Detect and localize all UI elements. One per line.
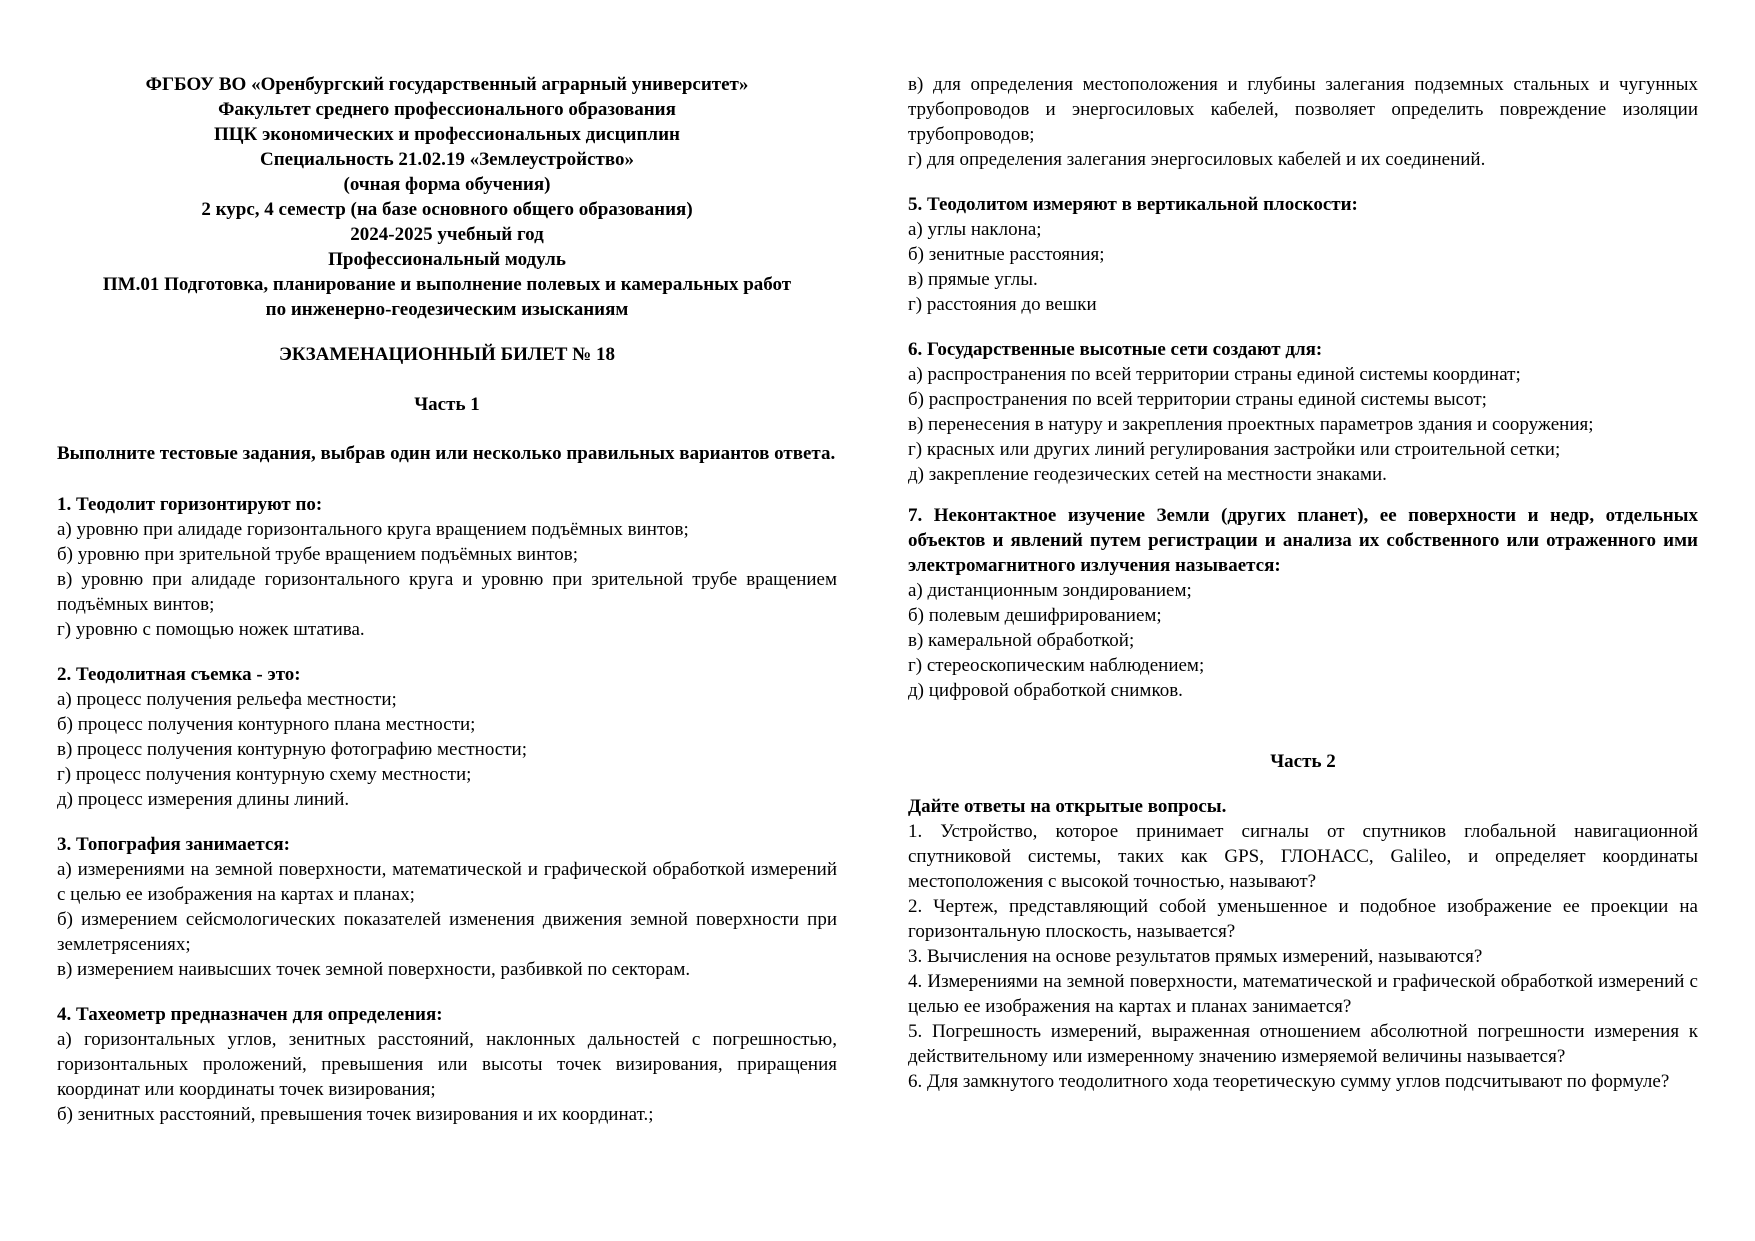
open-question: 3. Вычисления на основе результатов прямых измерений, называются? bbox=[908, 946, 1483, 967]
question-option: б) процесс получения контурного плана местности; bbox=[57, 714, 476, 735]
question-option: б) распространения по всей территории страны единой системы высот; bbox=[908, 389, 1487, 410]
open-question: 6. Для замкнутого теодолитного хода теоретическую сумму углов подсчитывают по формуле? bbox=[908, 1071, 1670, 1092]
question-option: в) прямые углы. bbox=[908, 269, 1038, 290]
question-option: б) измерением сейсмологических показателей изменения движения земной поверхности при землетрясениях; bbox=[57, 909, 837, 955]
header-line-committee: ПЦК экономических и профессиональных дисциплин bbox=[213, 124, 680, 145]
right-column bbox=[908, 72, 1698, 1127]
part2-title: Часть 2 bbox=[1270, 751, 1336, 772]
header-line-course: 2 курс, 4 семестр (на базе основного общего образования) bbox=[201, 199, 693, 220]
question-option: в) процесс получения контурную фотографию местности; bbox=[57, 739, 527, 760]
question-5-heading: 5. Теодолитом измеряют в вертикальной плоскости: bbox=[908, 194, 1358, 215]
question-option: г) расстояния до вешки bbox=[908, 294, 1097, 315]
question-option: д) процесс измерения длины линий. bbox=[57, 789, 350, 810]
question-option: б) полевым дешифрированием; bbox=[908, 605, 1162, 626]
question-1-heading: 1. Теодолит горизонтируют по: bbox=[57, 494, 323, 515]
open-question: 4. Измерениями на земной поверхности, математической и графической обработкой измерений с целью ее изображения на картах и планах занимается? bbox=[908, 971, 1698, 1017]
question-option: б) зенитных расстояний, превышения точек визирования и их координат.; bbox=[57, 1104, 654, 1125]
question-option: а) процесс получения рельефа местности; bbox=[57, 689, 397, 710]
open-question: 1. Устройство, которое принимает сигналы от спутников глобальной навигационной спутниковой системы, таких как GPS, ГЛОНАСС, Galileo, и определяет координаты местоположения с высокой точностью, называют? bbox=[908, 821, 1698, 892]
open-question: 5. Погрешность измерений, выраженная отношением абсолютной погрешности измерения к действительному или измеренному значению измеряемой величины называется? bbox=[908, 1021, 1698, 1067]
question-option: г) стереоскопическим наблюдением; bbox=[908, 655, 1205, 676]
question-option: а) горизонтальных углов, зенитных расстояний, наклонных дальностей с погрешностью, горизонтальных проложений, превышения или высоты точек визирования, приращения координат или координаты точек визирования; bbox=[57, 1029, 837, 1100]
question-6-heading: 6. Государственные высотные сети создают для: bbox=[908, 339, 1323, 360]
header-line-faculty: Факультет среднего профессионального образования bbox=[218, 99, 676, 120]
header-line-university: ФГБОУ ВО «Оренбургский государственный аграрный университет» bbox=[145, 74, 749, 95]
header-line-study-form: (очная форма обучения) bbox=[343, 174, 551, 195]
header-line-module: Профессиональный модуль bbox=[328, 249, 566, 270]
question-3-heading: 3. Топография занимается: bbox=[57, 834, 290, 855]
part1-instructions: Выполните тестовые задания, выбрав один или несколько правильных вариантов ответа. bbox=[57, 443, 836, 464]
question-option: а) распространения по всей территории страны единой системы координат; bbox=[908, 364, 1521, 385]
question-6 bbox=[908, 337, 1698, 487]
question-4-heading: 4. Тахеометр предназначен для определения: bbox=[57, 1004, 443, 1025]
question-2 bbox=[57, 662, 837, 812]
question-option: а) уровню при алидаде горизонтального круга вращением подъёмных винтов; bbox=[57, 519, 689, 540]
exam-ticket-title: ЭКЗАМЕНАЦИОННЫЙ БИЛЕТ № 18 bbox=[278, 344, 616, 365]
question-4-continuation bbox=[908, 72, 1698, 172]
question-option: а) измерениями на земной поверхности, математической и графической обработкой измерений с целью ее изображения на картах и планах; bbox=[57, 859, 837, 905]
question-7 bbox=[908, 503, 1698, 703]
left-column bbox=[57, 72, 837, 1127]
question-option: а) дистанционным зондированием; bbox=[908, 580, 1192, 601]
question-option: г) процесс получения контурную схему местности; bbox=[57, 764, 472, 785]
question-option: б) зенитные расстояния; bbox=[908, 244, 1105, 265]
university-header bbox=[57, 72, 837, 322]
question-option: в) перенесения в натуру и закрепления проектных параметров здания и сооружения; bbox=[908, 414, 1594, 435]
question-4 bbox=[57, 1002, 837, 1127]
part1-title: Часть 1 bbox=[414, 394, 480, 415]
question-option: в) для определения местоположения и глубины залегания подземных стальных и чугунных трубопроводов и энергосиловых кабелей, позволяет определить повреждение изоляции трубопроводов; bbox=[908, 74, 1698, 145]
header-line-year: 2024-2025 учебный год bbox=[350, 224, 544, 245]
question-option: г) красных или других линий регулирования застройки или строительной сетки; bbox=[908, 439, 1561, 460]
question-option: д) закрепление геодезических сетей на местности знаками. bbox=[908, 464, 1387, 485]
question-7-heading: 7. Неконтактное изучение Земли (других планет), ее поверхности и недр, отдельных объектов и явлений путем регистрации и анализа их собственного или отраженного ими электромагнитного излучения называется: bbox=[908, 505, 1698, 576]
header-line-speciality: Специальность 21.02.19 «Землеустройство» bbox=[260, 149, 634, 170]
question-option: в) камеральной обработкой; bbox=[908, 630, 1135, 651]
question-5 bbox=[908, 192, 1698, 317]
part2-questions bbox=[908, 819, 1698, 1094]
question-option: г) для определения залегания энергосиловых кабелей и их соединений. bbox=[908, 149, 1486, 170]
question-2-heading: 2. Теодолитная съемка - это: bbox=[57, 664, 301, 685]
question-option: г) уровню с помощью ножек штатива. bbox=[57, 619, 365, 640]
question-option: а) углы наклона; bbox=[908, 219, 1042, 240]
question-option: в) уровню при алидаде горизонтального круга и уровню при зрительной трубе вращением подъёмных винтов; bbox=[57, 569, 837, 615]
question-option: д) цифровой обработкой снимков. bbox=[908, 680, 1183, 701]
open-question: 2. Чертеж, представляющий собой уменьшенное и подобное изображение ее проекции на горизонтальную плоскость, называется? bbox=[908, 896, 1698, 942]
question-3 bbox=[57, 832, 837, 982]
part2-instructions: Дайте ответы на открытые вопросы. bbox=[908, 796, 1227, 817]
header-line-module-name2: по инженерно-геодезическим изысканиям bbox=[265, 299, 629, 320]
question-1 bbox=[57, 492, 837, 642]
header-line-module-name: ПМ.01 Подготовка, планирование и выполнение полевых и камеральных работ bbox=[102, 274, 792, 295]
question-option: в) измерением наивысших точек земной поверхности, разбивкой по секторам. bbox=[57, 959, 691, 980]
question-option: б) уровню при зрительной трубе вращением подъёмных винтов; bbox=[57, 544, 579, 565]
